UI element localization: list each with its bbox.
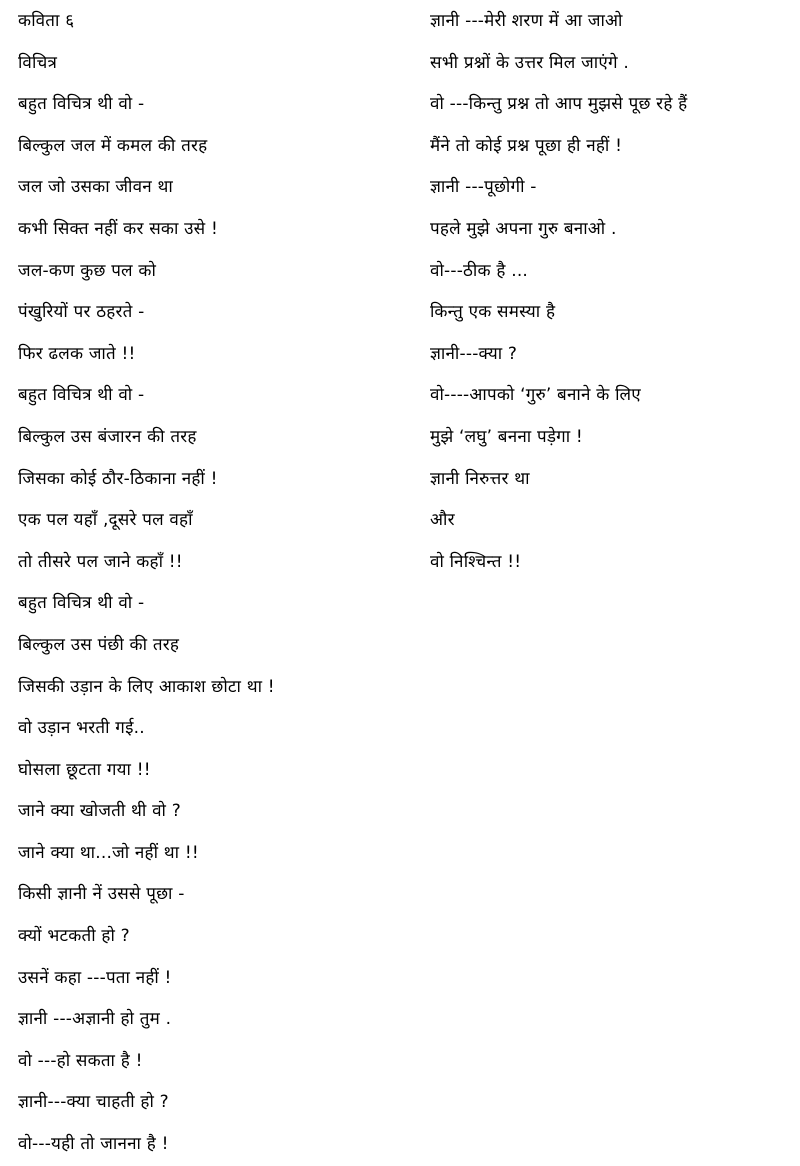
- poem-line-left: उसनें कहा ---पता नहीं !: [18, 967, 172, 988]
- poem-line-left: बहुत विचित्र थी वो -: [18, 94, 145, 115]
- poem-line-left: बहुत विचित्र थी वो -: [18, 385, 145, 406]
- poem-left-column: [18, 0, 408, 1166]
- poem-line-left: वो---यही तो जानना है !: [18, 1134, 169, 1155]
- poem-line-right: वो----आपको ‘गुरु’ बनाने के लिए: [430, 385, 641, 406]
- poem-line-left: जिसकी उड़ान के लिए आकाश छोटा था !: [18, 676, 275, 697]
- poem-line-right: मैंने तो कोई प्रश्न पूछा ही नहीं !: [430, 135, 623, 156]
- poem-line-left: ज्ञानी ---अज्ञानी हो तुम .: [18, 1009, 172, 1030]
- poem-line-left: तो तीसरे पल जाने कहाँ !!: [18, 551, 183, 572]
- poem-line-right: और: [430, 510, 455, 531]
- poem-heading: कविता ६: [18, 11, 75, 31]
- poem-line-left: किसी ज्ञानी नें उससे पूछा -: [18, 884, 185, 905]
- poem-line-left: जाने क्या था...जो नहीं था !!: [18, 842, 199, 863]
- poem-line-left: एक पल यहाँ ,दूसरे पल वहाँ: [18, 510, 193, 531]
- poem-line-right: ज्ञानी निरुत्तर था: [430, 468, 530, 489]
- poem-line-left: जिसका कोई ठौर-ठिकाना नहीं !: [18, 468, 218, 489]
- poem-line-left: ज्ञानी---क्या चाहती हो ?: [18, 1092, 169, 1113]
- poem-line-right: ज्ञानी---क्या ?: [430, 343, 518, 364]
- poem-line-left: घोसला छूटता गया !!: [18, 759, 151, 780]
- poem-line-left: जल जो उसका जीवन था: [18, 177, 174, 198]
- poem-line-left: बिल्कुल उस बंजारन की तरह: [18, 426, 197, 447]
- poem-line-left: फिर ढलक जाते !!: [18, 343, 136, 364]
- poem-line-right: ज्ञानी ---पूछोगी -: [430, 177, 537, 198]
- poem-line-left: जाने क्या खोजती थी वो ?: [18, 801, 181, 822]
- poem-line-right: वो ---किन्तु प्रश्न तो आप मुझसे पूछ रहे हैं: [430, 94, 688, 115]
- poem-line-left: क्यों भटकती हो ?: [18, 926, 130, 947]
- poem-line-left: बहुत विचित्र थी वो -: [18, 593, 145, 614]
- poem-line-left: बिल्कुल उस पंछी की तरह: [18, 634, 180, 655]
- poem-line-right: वो निश्चिन्त !!: [430, 551, 522, 572]
- poem-line-right: ज्ञानी ---मेरी शरण में आ जाओ: [430, 11, 623, 31]
- poem-right-column: [430, 0, 790, 583]
- poem-line-left: वो उड़ान भरती गई..: [18, 718, 145, 739]
- poem-line-left: बिल्कुल जल में कमल की तरह: [18, 135, 208, 156]
- poem-line-right: मुझे ‘लघु’ बनना पड़ेगा !: [430, 426, 583, 447]
- poem-line-left: कभी सिक्त नहीं कर सका उसे !: [18, 218, 218, 239]
- poem-line-right: किन्तु एक समस्या है: [430, 302, 556, 323]
- poem-line-left: जल-कण कुछ पल को: [18, 260, 157, 281]
- poem-line-left: वो ---हो सकता है !: [18, 1050, 143, 1071]
- poem-line-right: सभी प्रश्नों के उत्तर मिल जाएंगे .: [430, 52, 629, 73]
- poem-line-right: वो---ठीक है ...: [430, 260, 529, 281]
- poem-line-left: पंखुरियों पर ठहरते -: [18, 302, 145, 323]
- poem-line-right: पहले मुझे अपना गुरु बनाओ .: [430, 218, 617, 239]
- poem-title: विचित्र: [18, 52, 58, 73]
